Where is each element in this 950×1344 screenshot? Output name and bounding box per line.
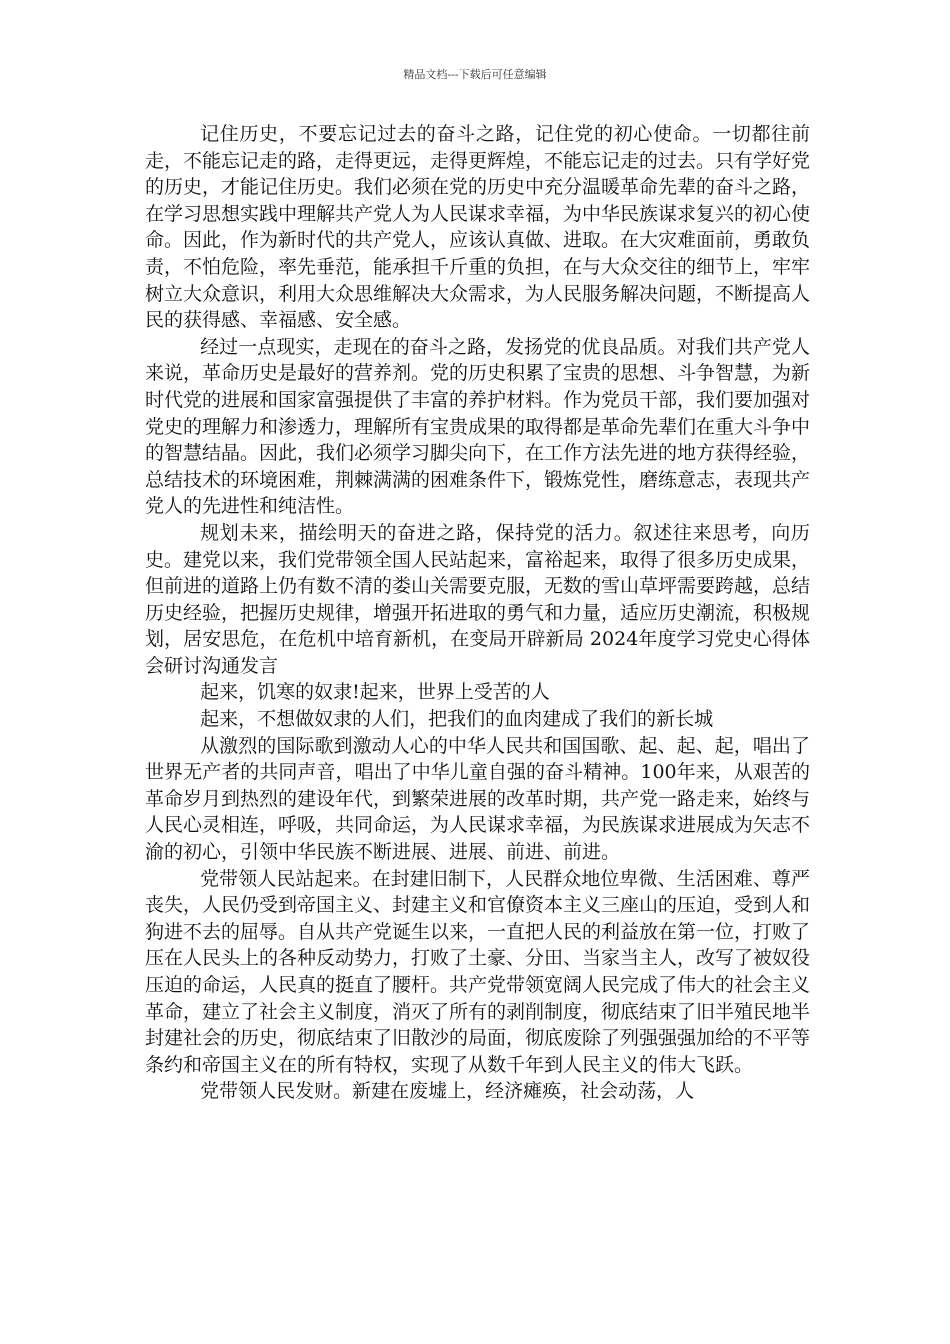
anthem-line: 起来，不想做奴隶的人们，把我们的血肉建成了我们的新长城 xyxy=(200,708,714,731)
paragraph: 党带领人民发财。新建在废墟上，经济瘫痪，社会动荡，人 xyxy=(200,1080,695,1103)
page-header: 精品文档---下载后可任意编辑 xyxy=(403,68,547,81)
paragraph: 规划未来，描绘明天的奋进之路，保持党的活力。叙述往来思考，向历史。建党以来，我们党带领全国人民站起来，富裕起来，取得了很多历史成果，但前进的道路上仍有数不清的娄山关需要克服，无数的雪山草坪需要跨越，总结历史经验，把握历史规律，增强开拓进取的勇气和力量，适应历史潮流，积极规划，居安思危，在危机中培育新机，在变局开辟新局 2024年度学习党史心得体会研讨沟通发言 xyxy=(145,521,811,677)
anthem-line: 起来，饥寒的奴隶!起来，世界上受苦的人 xyxy=(200,681,550,704)
paragraph: 经过一点现实，走现在的奋斗之路，发扬党的优良品质。对我们共产党人来说，革命历史是最好的营养剂。党的历史积累了宝贵的思想、斗争智慧，为新时代党的进展和国家富强提供了丰富的养护材料。作为党员干部，我们要加强对党史的理解力和渗透力，理解所有宝贵成果的取得都是革命先辈们在重大斗争中的智慧结晶。因此，我们必须学习脚尖向下，在工作方法先进的地方获得经验，总结技术的环境困难，荆棘满满的困难条件下，锻炼党性，磨练意志，表现共产党人的先进性和纯洁性。 xyxy=(145,335,811,518)
paragraph: 从激烈的国际歌到激动人心的中华人民共和国国歌、起、起、起，唱出了世界无产者的共同声音，唱出了中华儿童自强的奋斗精神。100年来，从艰苦的革命岁月到热烈的建设年代，到繁荣进展的改革时期，共产党一路走来，始终与人民心灵相连，呼吸，共同命运，为人民谋求幸福，为民族谋求进展成为矢志不渝的初心，引领中华民族不断进展、进展、前进、前进。 xyxy=(145,734,811,864)
document-body xyxy=(145,121,810,1105)
paragraph: 党带领人民站起来。在封建旧制下，人民群众地位卑微、生活困难、尊严丧失，人民仍受到帝国主义、封建主义和官僚资本主义三座山的压迫，受到人和狗进不去的屈辱。自从共产党诞生以来，一直把人民的利益放在第一位，打败了压在人民头上的各种反动势力，打败了土豪、分田、当家当主人，改写了被奴役压迫的命运，人民真的挺直了腰杆。共产党带领宽阔人民完成了伟大的社会主义革命，建立了社会主义制度，消灭了所有的剥削制度，彻底结束了旧半殖民地半封建社会的历史，彻底结束了旧散沙的局面，彻底废除了列强强强加给的不平等条约和帝国主义在的所有特权，实现了从数千年到人民主义的伟大飞跃。 xyxy=(145,867,811,1076)
paragraph: 记住历史，不要忘记过去的奋斗之路，记住党的初心使命。一切都往前走，不能忘记走的路，走得更远，走得更辉煌，不能忘记走的过去。只有学好党的历史，才能记住历史。我们必须在党的历史中充分温暖革命先辈的奋斗之路，在学习思想实践中理解共产党人为人民谋求幸福，为中华民族谋求复兴的初心使命。因此，作为新时代的共产党人，应该认真做、进取。在大灾难面前，勇敢负责，不怕危险，率先垂范，能承担千斤重的负担，在与大众交往的细节上，牢牢树立大众意识，利用大众思维解决大众需求，为人民服务解决问题，不断提高人民的获得感、幸福感、安全感。 xyxy=(145,123,811,332)
